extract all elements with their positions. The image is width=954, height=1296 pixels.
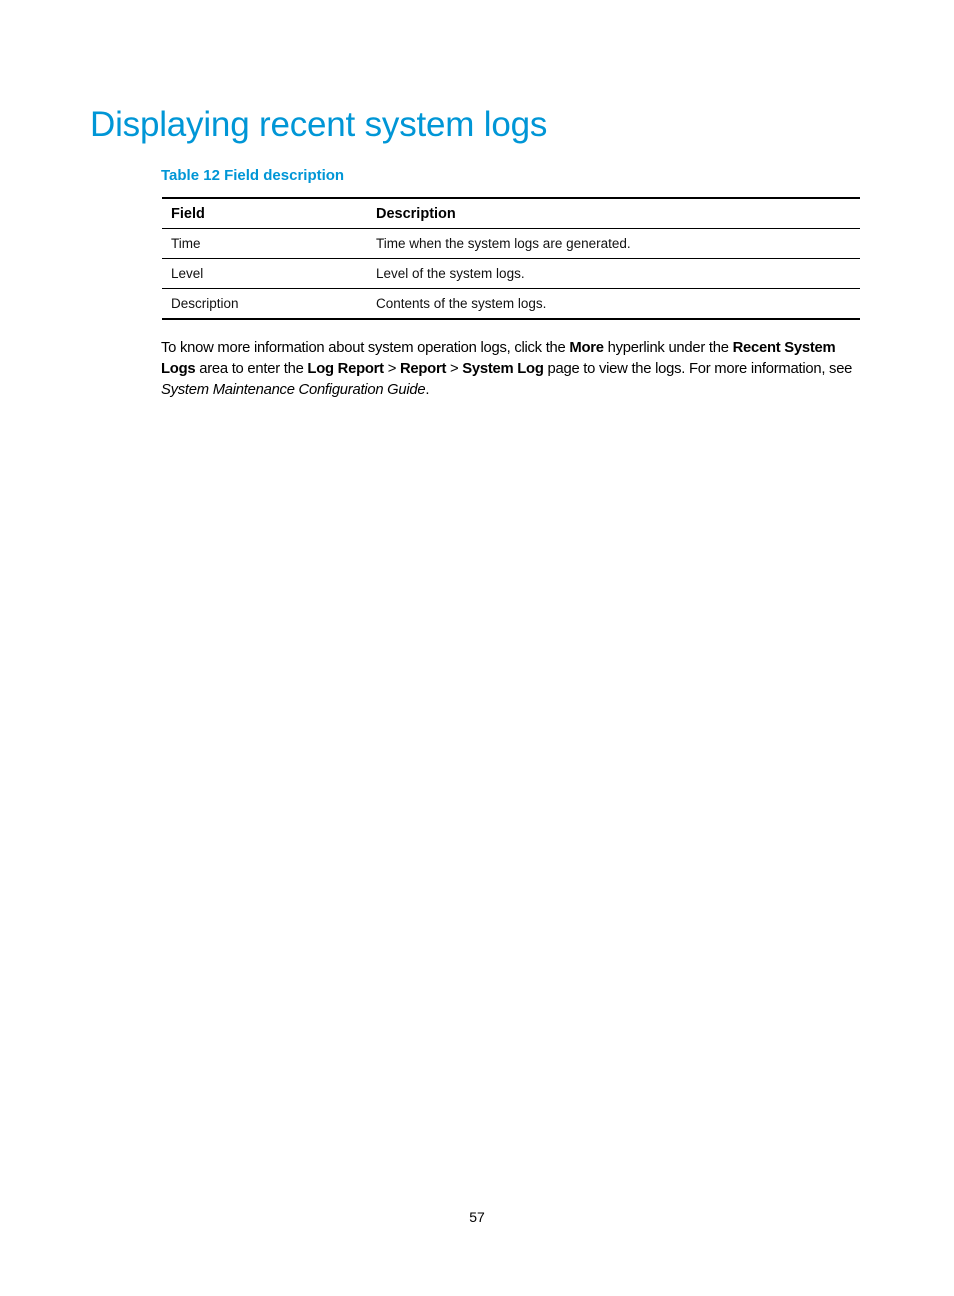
column-header-field: Field bbox=[171, 206, 205, 222]
table-row bbox=[162, 259, 860, 289]
table-cell-field: Time bbox=[171, 236, 201, 251]
table-row bbox=[162, 229, 860, 259]
more-hyperlink-term: More bbox=[569, 340, 604, 356]
table-cell-description: Contents of the system logs. bbox=[376, 296, 547, 311]
page-title: Displaying recent system logs bbox=[90, 105, 548, 144]
path-separator: > bbox=[383, 361, 400, 377]
table-cell-description: Time when the system logs are generated. bbox=[376, 236, 631, 251]
log-report-term: Log Report bbox=[307, 361, 384, 377]
paragraph-text: hyperlink under the bbox=[603, 340, 733, 356]
table-cell-field: Description bbox=[171, 296, 239, 311]
table-header-row bbox=[162, 198, 860, 229]
paragraph-text: page to view the logs. For more information, see bbox=[543, 361, 853, 377]
body-paragraph bbox=[161, 338, 866, 401]
guide-reference: System Maintenance Configuration Guide bbox=[161, 382, 426, 398]
table-cell-field: Level bbox=[171, 266, 204, 281]
path-separator: > bbox=[446, 361, 463, 377]
paragraph-text: area to enter the bbox=[195, 361, 308, 377]
report-term: Report bbox=[399, 361, 447, 377]
system-log-term: System Log bbox=[462, 361, 544, 377]
table-row bbox=[162, 289, 860, 320]
table-cell-description: Level of the system logs. bbox=[376, 266, 525, 281]
recent-system-logs-term: Recent System Logs bbox=[161, 340, 836, 377]
paragraph-text: . bbox=[425, 382, 430, 398]
table-caption: Table 12 Field description bbox=[161, 167, 345, 184]
paragraph-text: To know more information about system operation logs, click the bbox=[161, 340, 570, 356]
field-description-table bbox=[162, 197, 860, 320]
column-header-description: Description bbox=[376, 206, 456, 222]
page-number: 57 bbox=[469, 1209, 485, 1225]
